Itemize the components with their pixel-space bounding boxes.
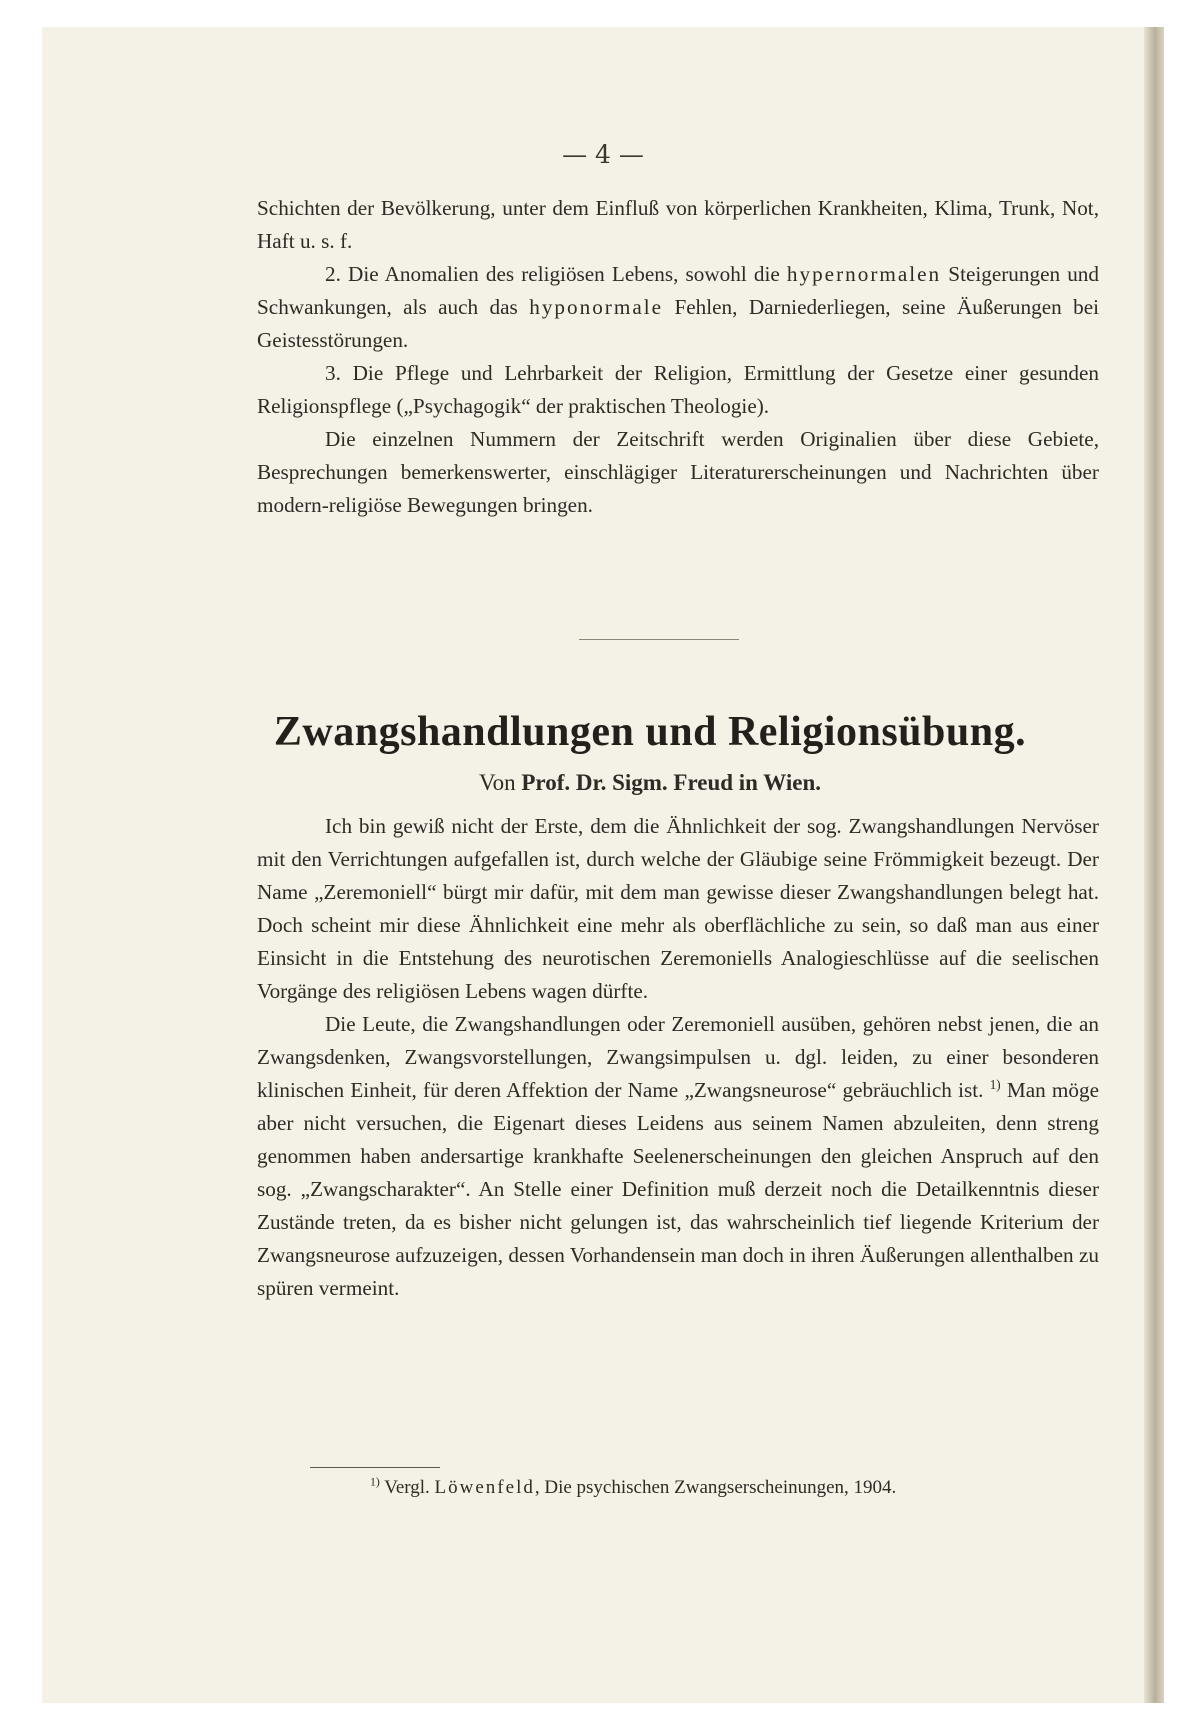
intro-p2-text-a: 2. Die Anomalien des religiösen Lebens, sowohl die [325,262,787,286]
footnote-citation: , Die psychischen Zwangserscheinungen, 1904. [534,1477,897,1498]
byline-author: Prof. Dr. Sigm. Freud in Wien. [521,770,822,795]
article-byline [42,770,1164,796]
article-p2-text-b: Man möge aber nicht versuchen, die Eigenart dieses Leidens aus seinem Namen abzuleiten, denn streng genommen haben andersartige krankhafte Seelenerscheinungen den gleichen Anspruch auf den sog. „Zwangscharakter“. An Stelle einer Definition muß derzeit noch die Detailkenntnis dieser Zustände treten, da es bisher nicht gelungen ist, das wahrscheinlich tief liegende Kriterium der Zwangsneurose aufzuzeigen, dessen Vorhandensein man doch in ihren Äußerungen allenthalben zu spüren vermeint. [257,1078,1100,1300]
footnote-prefix: Vergl. [384,1477,435,1498]
intro-p2-hypernormal: hypernormalen [786,262,942,286]
footnote [370,1477,1130,1499]
article-p2-text-a: Die Leute, die Zwangshandlungen oder Zeremoniell ausüben, gehören nebst jenen, die an Zwangsdenken, Zwangsvorstellungen, Zwangsimpulsen u. dgl. leiden, zu einer besonderen klinischen Einheit, für deren Affektion der Name „Zwangsneurose“ gebräuchlich ist. [257,1012,1099,1102]
footnote-rule [310,1467,440,1468]
article-body [257,810,1099,1305]
scanned-page [42,27,1164,1703]
footnote-author: Löwenfeld [434,1477,535,1498]
intro-paragraph-4: Die einzelnen Nummern der Zeitschrift werden Originalien über diese Gebiete, Besprechungen bemerkenswerter, einschlägiger Literaturerscheinungen und Nachrichten über modern-religiöse Bewegungen bringen. [257,427,1099,517]
footnote-reference: 1) [989,1076,1001,1092]
intro-p2-hyponormal: hyponormale [529,295,664,319]
intro-section [257,192,1099,522]
intro-paragraph-3: 3. Die Pflege und Lehrbarkeit der Religion, Ermittlung der Gesetze einer gesunden Religionspflege („Psychagogik“ der praktischen Theologie). [257,361,1099,418]
intro-paragraph-1: Schichten der Bevölkerung, unter dem Einfluß von körperlichen Krankheiten, Klima, Trunk, Not, Haft u. s. f. [257,196,1099,253]
footnote-mark: 1) [370,1475,380,1489]
footnote-mark-number: 1 [370,1475,376,1489]
article-title: Zwangshandlungen und Religionsübung. [273,709,1027,755]
article-paragraph-1: Ich bin gewiß nicht der Erste, dem die Ähnlichkeit der sog. Zwangshandlungen Nervöser mit den Verrichtungen aufgefallen ist, durch welche der Gläubige seine Frömmigkeit bezeugt. Der Name „Zeremoniell“ bürgt mir dafür, mit dem man gewisse dieser Zwangshandlungen belegt hat. Doch scheint mir diese Ähnlichkeit eine mehr als oberflächliche zu sein, so daß man aus einer Einsicht in die Entstehung des neurotischen Zeremoniells Analogieschlüsse auf die seelischen Vorgänge des religiösen Lebens wagen dürfte. [257,814,1099,1003]
intro-p2-text-c: Fehlen, Darniederliegen, seine Äußerungen bei Geistesstörungen. [257,295,1099,352]
article-paragraph-2 [257,1008,1099,1305]
book-spine-shadow [1144,27,1164,1703]
section-divider [579,639,739,640]
intro-paragraph-2 [257,258,1099,357]
intro-p2-text-b: Steigerungen und Schwankungen, als auch das [257,262,1099,319]
footnote-reference-number: 1 [989,1076,997,1092]
byline-prefix: Von [478,770,522,795]
page-number: — 4 — [562,140,644,169]
